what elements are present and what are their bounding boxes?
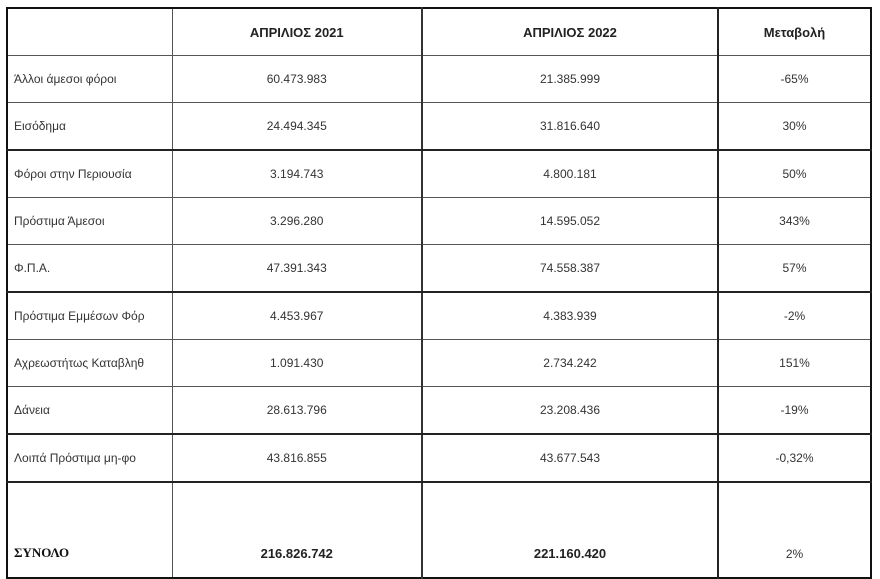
header-change: Μεταβολή [718,8,871,56]
change-value: -0,32% [718,434,871,482]
value-2022: 21.385.999 [422,56,718,103]
value-2022: 14.595.052 [422,198,718,245]
value-2022: 74.558.387 [422,245,718,293]
table-row [7,56,871,103]
value-2021: 28.613.796 [172,387,422,435]
table-row [7,103,871,151]
value-2022: 23.208.436 [422,387,718,435]
table-row [7,434,871,482]
table-row [7,198,871,245]
total-row [7,482,871,578]
value-2021: 60.473.983 [172,56,422,103]
row-label: Αχρεωστήτως Καταβληθ [7,340,172,387]
row-label: Λοιπά Πρόστιμα μη-φο [7,434,172,482]
value-2021: 4.453.967 [172,292,422,340]
value-2022: 4.383.939 [422,292,718,340]
total-2022: 221.160.420 [422,482,718,578]
change-value: -19% [718,387,871,435]
value-2021: 24.494.345 [172,103,422,151]
table-row [7,340,871,387]
change-value: -2% [718,292,871,340]
row-label: Πρόστιμα Εμμέσων Φόρ [7,292,172,340]
value-2021: 3.194.743 [172,150,422,198]
header-april-2021: ΑΠΡΙΛΙΟΣ 2021 [172,8,422,56]
change-value: 50% [718,150,871,198]
row-label: Φ.Π.Α. [7,245,172,293]
value-2021: 43.816.855 [172,434,422,482]
header-row [7,8,871,56]
header-april-2022: ΑΠΡΙΛΙΟΣ 2022 [422,8,718,56]
value-2022: 31.816.640 [422,103,718,151]
row-label: Άλλοι άμεσοι φόροι [7,56,172,103]
row-label: Πρόστιμα Άμεσοι [7,198,172,245]
change-value: 151% [718,340,871,387]
value-2022: 43.677.543 [422,434,718,482]
value-2021: 3.296.280 [172,198,422,245]
row-label: Φόροι στην Περιουσία [7,150,172,198]
row-label: Εισόδημα [7,103,172,151]
value-2022: 2.734.242 [422,340,718,387]
change-value: -65% [718,56,871,103]
table-row [7,150,871,198]
row-label: Δάνεια [7,387,172,435]
table-row [7,292,871,340]
value-2021: 1.091.430 [172,340,422,387]
table-row [7,387,871,435]
revenue-comparison-table [6,7,872,579]
value-2021: 47.391.343 [172,245,422,293]
change-value: 343% [718,198,871,245]
table-row [7,245,871,293]
total-change: 2% [718,482,871,578]
change-value: 30% [718,103,871,151]
value-2022: 4.800.181 [422,150,718,198]
total-2021: 216.826.742 [172,482,422,578]
change-value: 57% [718,245,871,293]
header-category [7,8,172,56]
total-label: ΣΥΝΟΛΟ [7,482,172,578]
